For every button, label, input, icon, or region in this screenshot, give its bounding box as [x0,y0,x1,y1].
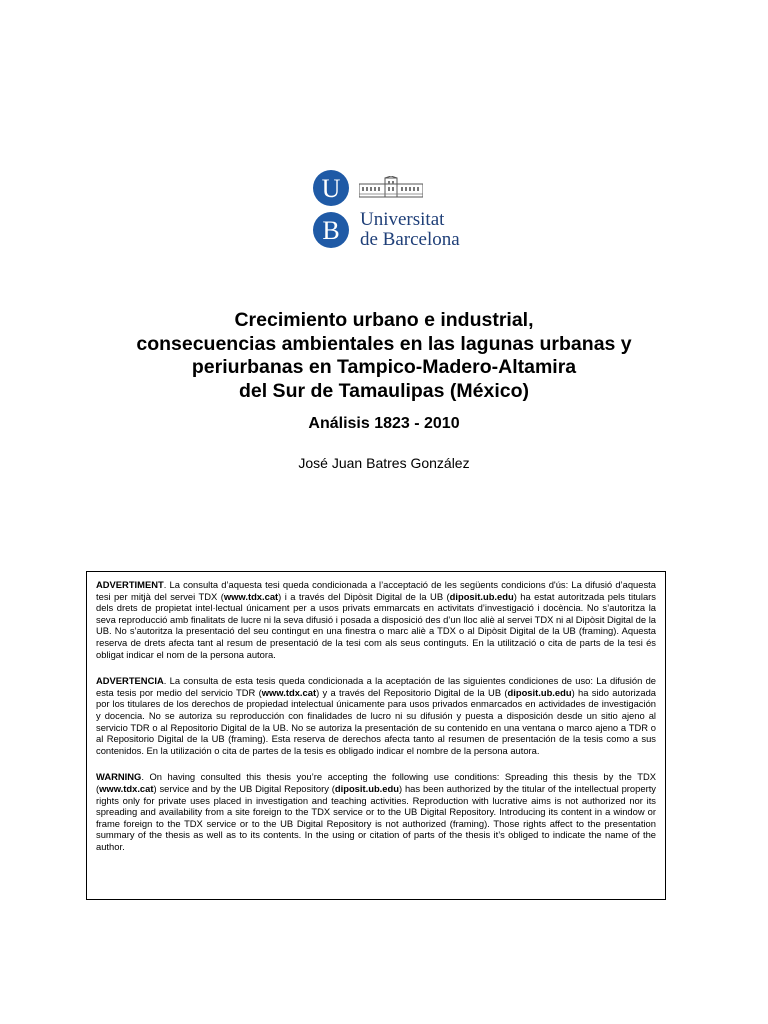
tdx-link-text: www.tdx.cat [261,686,317,698]
university-name-line2: de Barcelona [360,229,460,250]
diposit-link-text: diposit.ub.edu [507,686,572,698]
title-line: periurbanas en Tampico-Madero-Altamira [191,356,577,378]
author-name: José Juan Batres González [298,455,470,471]
title-line: consecuencias ambientales en las lagunas urbanas y [136,332,632,355]
university-name-line1: Universitat [360,209,445,230]
building-icon [359,176,423,198]
thesis-title [60,309,708,403]
notice-catalan: ADVERTIMENT. La consulta d’aquesta tesi queda condicionada a l’acceptació de les següents condicions d'ús: La difusió d’aquesta tesi per mitjà del servei TDX (www.tdx.cat) i a través del Dipòsit Digital de la UB (diposit.ub.edu) ha estat autoritzada pels titulars dels drets de propietat intel·lectual únicament per a usos privats emmarcats en activitats d’investigació i docència. No s’autoritza la seva reproducció amb finalitats de lucre ni la seva difusió i posada a disposició des d’un lloc aliè al servei TDX ni al Dipòsit Digital de la UB. No s’autoritza la presentació del seu contingut en una finestra o marc aliè a TDX o al Dipòsit Digital de la UB (framing). Aquesta reserva de drets afecta tant al resum de presentació de la tesi com als seus continguts. En la utilització o cita de parts de la tesi és obligat indicar el nom de la persona autora. [96,579,657,660]
university-logo [313,170,473,252]
thesis-subtitle: Análisis 1823 - 2010 [308,415,460,432]
notice-english: WARNING. On having consulted this thesis you’re accepting the following use conditions: Spreading this thesis by the TDX (www.tdx.cat) service and by the UB Digital Repository (diposit.ub.edu) has been authorized by the titular of the intellectual property rights only for private uses placed in investigation and teaching activities. Reproduction with lucrative aims is not authorized nor its spreading and availability from a site foreign to the TDX service or to the UB Digital Repository. Introducing its content in a window or frame foreign to the TDX service or to the UB Digital Repository is not authorized (framing). Those rights affect to the presentation summary of the thesis as well as to its contents. In the using or citation of parts of the thesis it’s obliged to indicate the name of the author. [96,771,656,852]
tdx-link-text: www.tdx.cat [99,782,154,794]
title-line: del Sur de Tamaulipas (México) [238,379,530,402]
notice-heading: WARNING [96,771,142,783]
diposit-link-text: diposit.ub.edu [449,590,514,602]
notice-spanish: ADVERTENCIA. La consulta de esta tesis queda condicionada a la aceptación de las siguientes condiciones de uso: La difusión de esta tesis por medio del servicio TDR (www.tdx.cat) y a través del Repositorio Digital de la UB (diposit.ub.edu) ha sido autorizada por los titulares de los derechos de propiedad intelectual únicamente para usos privados enmarcados en actividades de investigación y docencia. No se autoriza su reproducción con finalidades de lucro ni su difusión y puesta a disposición desde un sitio ajeno al servicio TDR o al Repositorio Digital de la UB. No se autoriza la presentación de su contenido en una ventana o marco ajeno a TDR o al Repositorio Digital de la UB (framing). Esta reserva de derechos afecta tanto al resumen de presentación de la tesis como a sus contenidos. En la utilización o cita de partes de la tesis es obligado indicar el nombre de la persona autora. [96,675,657,756]
notice-heading: ADVERTIMENT [96,579,164,590]
logo-circle-b: B [313,212,349,248]
notice-heading: ADVERTENCIA [96,675,164,687]
diposit-link-text: diposit.ub.edu [334,782,399,794]
tdx-link-text: www.tdx.cat [223,590,279,602]
logo-circle-u: U [313,170,349,206]
title-line: Crecimiento urbano e industrial, [234,309,534,331]
usage-notice-box [86,571,666,900]
